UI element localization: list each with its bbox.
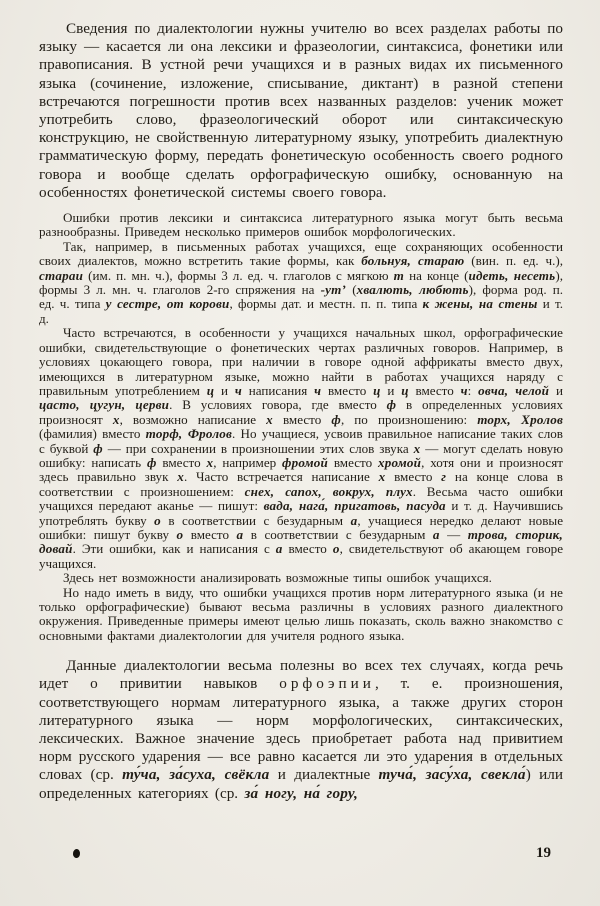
body-text: (вин. п. ед. ч.), <box>464 253 563 269</box>
dialect-example-text: ф <box>146 454 157 470</box>
body-text: , хотя они и произносят здесь правильно звук <box>39 454 563 485</box>
dialect-example-text: у сестре, от корови <box>105 296 230 312</box>
dialect-example-text: х <box>112 411 120 427</box>
dialect-example-text: за́ ногу, на́ гору, <box>244 784 359 802</box>
dialect-example-text: цасто, цугун, церви <box>39 397 170 413</box>
paragraph <box>39 211 563 240</box>
body-text: — могут сделать новую ошибку: написать <box>39 440 564 470</box>
dialect-example-text: хромой <box>377 454 422 470</box>
body-text: в соответствии с безударным <box>160 512 351 528</box>
body-text: в определенных условиях произносят <box>39 397 563 427</box>
dialect-example-text: к жены, на стены <box>422 296 538 312</box>
dialect-example-text: х <box>177 469 184 485</box>
dialect-example-text: -ут’ <box>320 282 347 298</box>
dialect-example-text: х <box>206 454 214 470</box>
body-text: Ошибки против лексики и синтаксиса литературного языка могут быть весьма разнообразны. Приведем несколько примеров ошибок морфологических. <box>39 210 563 240</box>
dialect-example-text: трова, сторик, довай <box>39 526 563 557</box>
dialect-example-text: х <box>266 411 273 427</box>
dialect-example-text: ф <box>331 411 341 427</box>
body-text: : <box>467 382 479 398</box>
dialect-example-text: х <box>413 440 421 456</box>
paragraph <box>39 586 563 644</box>
body-text: , учащиеся нередко делают новые ошибки: пишут букву <box>39 512 564 542</box>
body-text: вместо <box>408 382 461 398</box>
body-text: и т. д. <box>39 296 563 326</box>
dialect-example-text: ч <box>460 382 468 398</box>
dialect-example-text: ц <box>206 382 215 398</box>
body-text: в соответствии с безударным <box>243 526 433 542</box>
dialect-example-text: овча, челой <box>478 382 550 398</box>
dialect-example-text: а <box>275 541 283 557</box>
body-text: , формы дат. и местн. п. п. типа <box>229 296 423 312</box>
body-text: вместо <box>385 469 442 485</box>
body-text: Сведения по диалектологии нужны учителю во всех разделах работы по языку — касается ли она лексики и фразеологии, синтаксиса, фонетики или правописания. В устной речи учащихся и в разных видах их письменного языка (сочинение, изложение, списывание, диктант) в разной степени встречаются погрешности против всех названных разделов: ученик может употребить слово, фразеологический оборот или синтаксическую конструкцию, не свойственную литературному языку, употребить диалектную грамматическую форму, передать фонетическую особенность своего родного говора и вообще сделать орфографическую ошибку, основанную на особенностях фонетической системы своего говора. <box>39 20 563 201</box>
body-text: Здесь нет возможности анализировать возможные типы ошибок учащихся. <box>63 570 492 586</box>
dialect-example-text: а <box>432 526 440 542</box>
dialect-example-text: а <box>236 526 244 542</box>
body-text: — <box>439 526 468 542</box>
body-text: . Но учащиеся, усвоив правильное написание таких слов с буквой <box>39 426 563 456</box>
paragraph <box>39 20 563 202</box>
body-text: на конце ( <box>404 267 469 283</box>
body-text: , по произношению: <box>340 411 478 427</box>
paragraph <box>39 657 563 803</box>
body-text: . В условиях говора, где вместо <box>169 397 387 413</box>
page-number: 19 <box>536 845 551 861</box>
dialect-example-text: ту́ча, за́суха, свёкла <box>122 766 270 784</box>
body-text: и <box>214 382 235 398</box>
dialect-example-text: вада, нага́, пригатовь, пасуда <box>263 498 446 514</box>
page-footer <box>39 845 551 862</box>
body-text: и диалектные <box>269 766 379 784</box>
body-text: и <box>380 382 402 398</box>
body-text: на конце слова в соответствии с произношением: <box>39 469 563 499</box>
body-text: — при сохранении в произношении этих слов звука <box>102 440 414 456</box>
dialect-example-text: идеть, несеть <box>468 267 556 283</box>
body-text: вместо <box>183 526 237 542</box>
body-text: , свидетельствуют об акающем говоре учащихся. <box>39 541 564 571</box>
body-text: . Часто встречается написание <box>183 469 379 485</box>
dialect-example-text: т <box>393 267 405 283</box>
body-text: , например <box>213 454 283 470</box>
ink-spot-icon <box>72 849 80 859</box>
body-text: вместо <box>321 382 374 398</box>
body-text: вместо <box>282 541 333 557</box>
dialect-example-text: больнуя, стараю <box>361 253 465 269</box>
dialect-example-text: ч <box>234 382 242 398</box>
dialect-example-text: торх, Хролов <box>477 411 563 427</box>
body-text: вместо <box>328 454 378 470</box>
body-text: ( <box>346 282 357 298</box>
body-text: ), форма род. п. ед. ч. типа <box>39 282 564 312</box>
dialect-example-text: г <box>441 469 447 485</box>
body-text: , т. е. произношения, соответствующего нормам литературного языка, а также других сторон литературного языка — норм морфологических, синтаксических, лексических. Важное значение здесь приобретает работа над привитием норм русского ударения — все равно касается ли это ударения в отдельных словах (ср. <box>39 675 563 784</box>
body-text: написания <box>241 382 315 398</box>
body-text: (фамилия) вместо <box>39 426 146 442</box>
dialect-example-text: торф, Фролов <box>145 426 233 442</box>
paragraph <box>39 571 563 585</box>
body-text: Часто встречаются, в особенности у учащихся начальных школ, орфографические ошибки, свидетельствующие о фонетических чертах различных говоров. Например, в условиях цокающего говора, при наличии в говоре одной аффрикаты вместо двух, имеющихся в литературном языке, можно найти в работах учащихся наряду с правильным употреблением <box>39 325 563 398</box>
dialect-example-text: ч <box>314 382 322 398</box>
dialect-example-text: о <box>154 512 161 528</box>
body-text: и <box>549 382 563 398</box>
dialect-example-text: ф <box>93 440 103 456</box>
dialect-example-text: снех, сапох, вокрух, плух <box>244 483 413 499</box>
dialect-example-text: фромой <box>282 454 328 470</box>
body-text: ) или определенных категориях (ср. <box>39 766 563 802</box>
dialect-example-text: о <box>176 526 184 542</box>
body-text: . Эти ошибки, как и написания с <box>72 541 276 557</box>
body-text: ), формы 3 л. мн. ч. глаголов 2-го спряжения на <box>39 267 563 298</box>
dialect-example-text: ф <box>386 397 397 413</box>
body-text: (им. п. мн. ч.), формы 3 л. ед. ч. глаголов с мягкою <box>83 267 394 283</box>
body-text: вместо <box>156 454 207 470</box>
body-text: Так, например, в письменных работах учащихся, еще сохраняющих особенности своих диалектов, можно встретить такие формы, как <box>39 238 563 269</box>
dialect-example-text: ц <box>373 382 381 398</box>
dialect-example-text: а <box>350 512 358 528</box>
paragraph <box>39 240 563 326</box>
body-text: Данные диалектологии весьма полезны во всех тех случаях, когда речь идет о привитии навыков <box>39 657 563 693</box>
paragraph <box>39 326 563 571</box>
dialect-example-text: х <box>378 469 386 485</box>
dialect-example-text: ц <box>401 382 409 398</box>
text-block <box>39 20 563 803</box>
body-text: , возможно написание <box>119 411 267 427</box>
dialect-example-text: о <box>332 541 340 557</box>
body-text: . Весьма часто ошибки учащихся передают аканье — пишут: <box>39 483 563 514</box>
dialect-example-text: туча́, засу́ха, свекла́ <box>378 766 526 784</box>
body-text: Но надо иметь в виду, что ошибки учащихся против норм литературного языка (и не только орфографические) бывают весьма различны в условиях разного диалектного окружения. Приведенные примеры имеют целью лишь показать, сколь важно знакомство с основными фактами диалектологии для учителя родного языка. <box>39 584 563 643</box>
dialect-example-text: стараи <box>39 267 84 283</box>
letterspaced-term: орфоэпии <box>279 675 375 693</box>
dialect-example-text: хвалють, любють <box>356 282 469 298</box>
body-text: вместо <box>272 411 332 427</box>
body-text: и т. д. Научившись употреблять букву <box>39 498 563 528</box>
